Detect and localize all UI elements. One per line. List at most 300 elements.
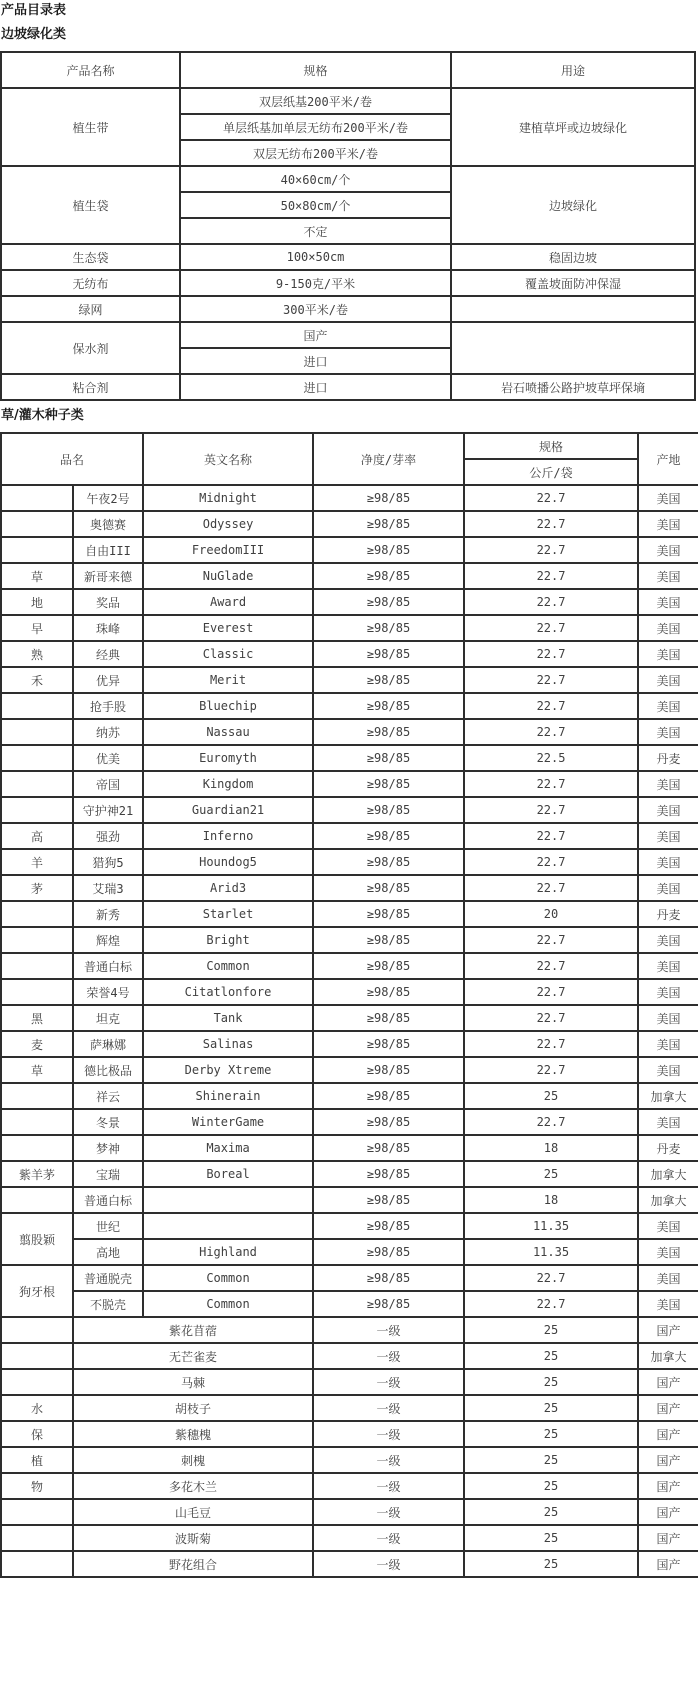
origin-cell: 国产 [638,1525,698,1551]
purity-cell: ≥98/85 [313,563,464,589]
group-cell [1,1343,73,1369]
spec-cell: 22.7 [464,563,638,589]
english-name-cell: Classic [143,641,313,667]
purity-cell: ≥98/85 [313,1239,464,1265]
origin-cell: 美国 [638,953,698,979]
column-header-spec: 规格 [464,433,638,459]
table-row [1,1551,698,1577]
group-cell [1,1109,73,1135]
english-name-cell: Salinas [143,1031,313,1057]
purity-cell: ≥98/85 [313,1083,464,1109]
purity-cell: 一级 [313,1499,464,1525]
spec-cell: 22.7 [464,1291,638,1317]
purity-cell: ≥98/85 [313,823,464,849]
spec-cell: 22.7 [464,979,638,1005]
origin-cell: 美国 [638,485,698,511]
spec-cell: 25 [464,1395,638,1421]
spec-cell: 22.7 [464,771,638,797]
spec-cell: 18 [464,1135,638,1161]
spec-cell: 300平米/卷 [180,296,451,322]
english-name-cell: Midnight [143,485,313,511]
group-cell: 物 [1,1473,73,1499]
purity-cell: ≥98/85 [313,589,464,615]
spec-cell: 22.7 [464,537,638,563]
spec-cell: 22.7 [464,511,638,537]
spec-cell: 100×50cm [180,244,451,270]
column-header-spec: 规格 [180,52,451,88]
english-name-cell: FreedomIII [143,537,313,563]
spec-cell: 22.7 [464,927,638,953]
table-row [1,1421,698,1447]
column-header-english: 英文名称 [143,433,313,485]
purity-cell: ≥98/85 [313,537,464,563]
english-name-cell: Everest [143,615,313,641]
english-name-cell: Citatlonfore [143,979,313,1005]
origin-cell: 国产 [638,1317,698,1343]
origin-cell: 丹麦 [638,745,698,771]
use-cell: 覆盖坡面防冲保湿 [451,270,695,296]
group-cell [1,1499,73,1525]
origin-cell: 国产 [638,1473,698,1499]
group-cell [1,1135,73,1161]
table-row [1,875,698,901]
table-row [1,1135,698,1161]
group-cell: 保 [1,1421,73,1447]
english-name-cell: Nassau [143,719,313,745]
english-name-cell: Bluechip [143,693,313,719]
origin-cell: 美国 [638,1265,698,1291]
table-row [1,1317,698,1343]
spec-cell: 25 [464,1369,638,1395]
origin-cell: 美国 [638,979,698,1005]
group-cell [1,927,73,953]
origin-cell: 美国 [638,823,698,849]
name-cell: 优美 [73,745,143,771]
name-cell: 守护神21 [73,797,143,823]
purity-cell: ≥98/85 [313,797,464,823]
group-cell: 黑 [1,1005,73,1031]
name-cell: 新哥来德 [73,563,143,589]
english-name-cell: WinterGame [143,1109,313,1135]
group-cell [1,1187,73,1213]
table-row [1,374,695,400]
name-cell: 经典 [73,641,143,667]
group-cell [1,511,73,537]
spec-cell: 18 [464,1187,638,1213]
product-name-cell: 绿网 [1,296,180,322]
purity-cell: 一级 [313,1551,464,1577]
spec-cell: 9-150克/平米 [180,270,451,296]
spec-cell: 22.7 [464,953,638,979]
english-name-cell: Highland [143,1239,313,1265]
table-row [1,797,698,823]
table-row [1,270,695,296]
spec-cell: 22.7 [464,1031,638,1057]
purity-cell: 一级 [313,1369,464,1395]
name-cell: 荣誉4号 [73,979,143,1005]
column-header-name: 品名 [1,433,143,485]
name-cell: 波斯菊 [73,1525,313,1551]
origin-cell: 美国 [638,693,698,719]
name-cell: 德比极品 [73,1057,143,1083]
table-row [1,537,698,563]
purity-cell: 一级 [313,1317,464,1343]
group-cell [1,485,73,511]
group-cell: 草 [1,563,73,589]
spec-cell: 22.7 [464,615,638,641]
english-name-cell: Merit [143,667,313,693]
group-cell: 草 [1,1057,73,1083]
english-name-cell: Boreal [143,1161,313,1187]
group-cell: 早 [1,615,73,641]
purity-cell: ≥98/85 [313,1265,464,1291]
origin-cell: 美国 [638,1239,698,1265]
name-cell: 世纪 [73,1213,143,1239]
purity-cell: 一级 [313,1447,464,1473]
name-cell: 珠峰 [73,615,143,641]
name-cell: 胡枝子 [73,1395,313,1421]
origin-cell: 美国 [638,1291,698,1317]
column-header-origin: 产地 [638,433,698,485]
group-cell: 高 [1,823,73,849]
group-cell: 茅 [1,875,73,901]
spec-cell: 22.7 [464,1109,638,1135]
origin-cell: 加拿大 [638,1343,698,1369]
origin-cell: 美国 [638,1109,698,1135]
purity-cell: ≥98/85 [313,745,464,771]
slope-greening-table [0,51,696,401]
origin-cell: 美国 [638,641,698,667]
name-cell: 普通脱壳 [73,1265,143,1291]
english-name-cell: Award [143,589,313,615]
group-cell [1,1369,73,1395]
column-header-kg-per-bag: 公斤/袋 [464,459,638,485]
purity-cell: ≥98/85 [313,511,464,537]
seed-table [0,432,698,1578]
purity-cell: 一级 [313,1343,464,1369]
use-cell: 稳固边坡 [451,244,695,270]
purity-cell: ≥98/85 [313,485,464,511]
purity-cell: ≥98/85 [313,615,464,641]
origin-cell: 丹麦 [638,901,698,927]
english-name-cell: Common [143,1265,313,1291]
table-row [1,511,698,537]
spec-cell: 单层纸基加单层无纺布200平米/卷 [180,114,451,140]
table-row [1,823,698,849]
table-row [1,953,698,979]
english-name-cell [143,1187,313,1213]
origin-cell: 加拿大 [638,1161,698,1187]
table-row [1,1265,698,1291]
english-name-cell: Guardian21 [143,797,313,823]
purity-cell: 一级 [313,1525,464,1551]
spec-cell: 22.7 [464,797,638,823]
group-cell: 熟 [1,641,73,667]
name-cell: 普通白标 [73,1187,143,1213]
product-name-cell: 植生袋 [1,166,180,244]
english-name-cell: Maxima [143,1135,313,1161]
table-row [1,485,698,511]
group-cell [1,693,73,719]
name-cell: 萨琳娜 [73,1031,143,1057]
origin-cell: 美国 [638,927,698,953]
origin-cell: 国产 [638,1499,698,1525]
section-title-slope-greening: 边坡绿化类 [1,27,67,42]
english-name-cell: Arid3 [143,875,313,901]
name-cell: 多花木兰 [73,1473,313,1499]
spec-cell: 50×80cm/个 [180,192,451,218]
purity-cell: 一级 [313,1473,464,1499]
purity-cell: ≥98/85 [313,1109,464,1135]
group-cell: 翦股颖 [1,1213,73,1265]
group-cell [1,1317,73,1343]
table-row [1,1031,698,1057]
column-header-product-name: 产品名称 [1,52,180,88]
spec-cell: 22.7 [464,1005,638,1031]
spec-cell: 11.35 [464,1213,638,1239]
purity-cell: ≥98/85 [313,1135,464,1161]
english-name-cell: Kingdom [143,771,313,797]
product-name-cell: 保水剂 [1,322,180,374]
purity-cell: ≥98/85 [313,771,464,797]
spec-cell: 22.7 [464,641,638,667]
purity-cell: 一级 [313,1421,464,1447]
name-cell: 奥德赛 [73,511,143,537]
table-row [1,719,698,745]
group-cell: 狗牙根 [1,1265,73,1317]
english-name-cell [143,1213,313,1239]
spec-cell: 25 [464,1317,638,1343]
spec-cell: 22.7 [464,693,638,719]
table-row [1,901,698,927]
spec-cell: 20 [464,901,638,927]
page-title: 产品目录表 [1,3,67,18]
name-cell: 自由III [73,537,143,563]
group-cell: 麦 [1,1031,73,1057]
purity-cell: ≥98/85 [313,719,464,745]
spec-cell: 25 [464,1083,638,1109]
spec-cell: 25 [464,1421,638,1447]
spec-cell: 25 [464,1499,638,1525]
group-cell: 水 [1,1395,73,1421]
english-name-cell: Starlet [143,901,313,927]
origin-cell: 美国 [638,1005,698,1031]
name-cell: 猎狗5 [73,849,143,875]
name-cell: 午夜2号 [73,485,143,511]
table-row [1,1239,698,1265]
product-name-cell: 生态袋 [1,244,180,270]
group-cell [1,1525,73,1551]
purity-cell: ≥98/85 [313,693,464,719]
name-cell: 抢手股 [73,693,143,719]
spec-cell: 国产 [180,322,451,348]
english-name-cell: Common [143,1291,313,1317]
purity-cell: ≥98/85 [313,849,464,875]
spec-cell: 22.7 [464,823,638,849]
english-name-cell: Derby Xtreme [143,1057,313,1083]
purity-cell: 一级 [313,1395,464,1421]
origin-cell: 美国 [638,563,698,589]
group-cell [1,979,73,1005]
name-cell: 野花组合 [73,1551,313,1577]
purity-cell: ≥98/85 [313,1161,464,1187]
spec-cell: 22.7 [464,849,638,875]
spec-cell: 40×60cm/个 [180,166,451,192]
origin-cell: 美国 [638,875,698,901]
spec-cell: 25 [464,1551,638,1577]
origin-cell: 美国 [638,849,698,875]
origin-cell: 美国 [638,1057,698,1083]
product-name-cell: 无纺布 [1,270,180,296]
purity-cell: ≥98/85 [313,1005,464,1031]
section-title-seeds: 草/灌木种子类 [1,408,84,423]
origin-cell: 国产 [638,1551,698,1577]
purity-cell: ≥98/85 [313,1213,464,1239]
english-name-cell: Houndog5 [143,849,313,875]
english-name-cell: Bright [143,927,313,953]
table-row [1,667,698,693]
origin-cell: 国产 [638,1421,698,1447]
spec-cell: 25 [464,1525,638,1551]
group-cell [1,719,73,745]
table-row [1,563,698,589]
table-row [1,244,695,270]
table-row [1,1395,698,1421]
name-cell: 高地 [73,1239,143,1265]
name-cell: 帝国 [73,771,143,797]
table-row [1,296,695,322]
name-cell: 梦神 [73,1135,143,1161]
spec-cell: 22.7 [464,485,638,511]
table-row [1,979,698,1005]
purity-cell: ≥98/85 [313,641,464,667]
name-cell: 宝瑞 [73,1161,143,1187]
spec-cell: 22.7 [464,1057,638,1083]
spec-cell: 25 [464,1161,638,1187]
group-cell [1,797,73,823]
origin-cell: 国产 [638,1369,698,1395]
group-cell [1,1083,73,1109]
origin-cell: 美国 [638,719,698,745]
origin-cell: 美国 [638,1213,698,1239]
group-cell: 紫羊茅 [1,1161,73,1187]
group-cell [1,745,73,771]
origin-cell: 美国 [638,771,698,797]
name-cell: 奖品 [73,589,143,615]
spec-cell: 11.35 [464,1239,638,1265]
name-cell: 冬景 [73,1109,143,1135]
table-row [1,1525,698,1551]
use-cell [451,296,695,322]
table-row [1,1161,698,1187]
table-row [1,615,698,641]
group-cell [1,901,73,927]
table-row [1,1343,698,1369]
use-cell [451,322,695,374]
name-cell: 刺槐 [73,1447,313,1473]
spec-cell: 22.7 [464,719,638,745]
spec-cell: 22.5 [464,745,638,771]
name-cell: 紫花苜蓿 [73,1317,313,1343]
name-cell: 优异 [73,667,143,693]
english-name-cell: Tank [143,1005,313,1031]
table-row [1,1369,698,1395]
use-cell: 岩石喷播公路护坡草坪保墒 [451,374,695,400]
table-row [1,641,698,667]
spec-cell: 22.7 [464,589,638,615]
name-cell: 山毛豆 [73,1499,313,1525]
purity-cell: ≥98/85 [313,1291,464,1317]
spec-cell: 双层纸基200平米/卷 [180,88,451,114]
name-cell: 无芒雀麦 [73,1343,313,1369]
table-row [1,1005,698,1031]
group-cell [1,1551,73,1577]
table-row [1,693,698,719]
name-cell: 新秀 [73,901,143,927]
origin-cell: 国产 [638,1447,698,1473]
group-cell: 植 [1,1447,73,1473]
group-cell [1,537,73,563]
use-cell: 边坡绿化 [451,166,695,244]
name-cell: 强劲 [73,823,143,849]
table-row [1,1447,698,1473]
origin-cell: 美国 [638,615,698,641]
column-header-purity: 净度/芽率 [313,433,464,485]
purity-cell: ≥98/85 [313,1057,464,1083]
group-cell: 地 [1,589,73,615]
spec-cell: 双层无纺布200平米/卷 [180,140,451,166]
english-name-cell: Odyssey [143,511,313,537]
english-name-cell: Shinerain [143,1083,313,1109]
use-cell: 建植草坪或边坡绿化 [451,88,695,166]
table-row [1,166,695,192]
name-cell: 不脱壳 [73,1291,143,1317]
spec-cell: 进口 [180,374,451,400]
purity-cell: ≥98/85 [313,667,464,693]
origin-cell: 美国 [638,1031,698,1057]
group-cell: 禾 [1,667,73,693]
group-cell: 羊 [1,849,73,875]
purity-cell: ≥98/85 [313,927,464,953]
origin-cell: 国产 [638,1395,698,1421]
purity-cell: ≥98/85 [313,901,464,927]
spec-cell: 进口 [180,348,451,374]
purity-cell: ≥98/85 [313,953,464,979]
table-row [1,1109,698,1135]
group-cell [1,771,73,797]
name-cell: 紫穗槐 [73,1421,313,1447]
table-row [1,1057,698,1083]
table-row [1,1499,698,1525]
name-cell: 坦克 [73,1005,143,1031]
table-row [1,1213,698,1239]
purity-cell: ≥98/85 [313,979,464,1005]
name-cell: 纳苏 [73,719,143,745]
table-row [1,322,695,348]
purity-cell: ≥98/85 [313,1187,464,1213]
spec-cell: 25 [464,1473,638,1499]
table-row [1,849,698,875]
origin-cell: 美国 [638,797,698,823]
table-header-row [1,433,698,459]
product-name-cell: 植生带 [1,88,180,166]
english-name-cell: Euromyth [143,745,313,771]
origin-cell: 美国 [638,537,698,563]
english-name-cell: NuGlade [143,563,313,589]
origin-cell: 加拿大 [638,1187,698,1213]
purity-cell: ≥98/85 [313,1031,464,1057]
name-cell: 艾瑞3 [73,875,143,901]
